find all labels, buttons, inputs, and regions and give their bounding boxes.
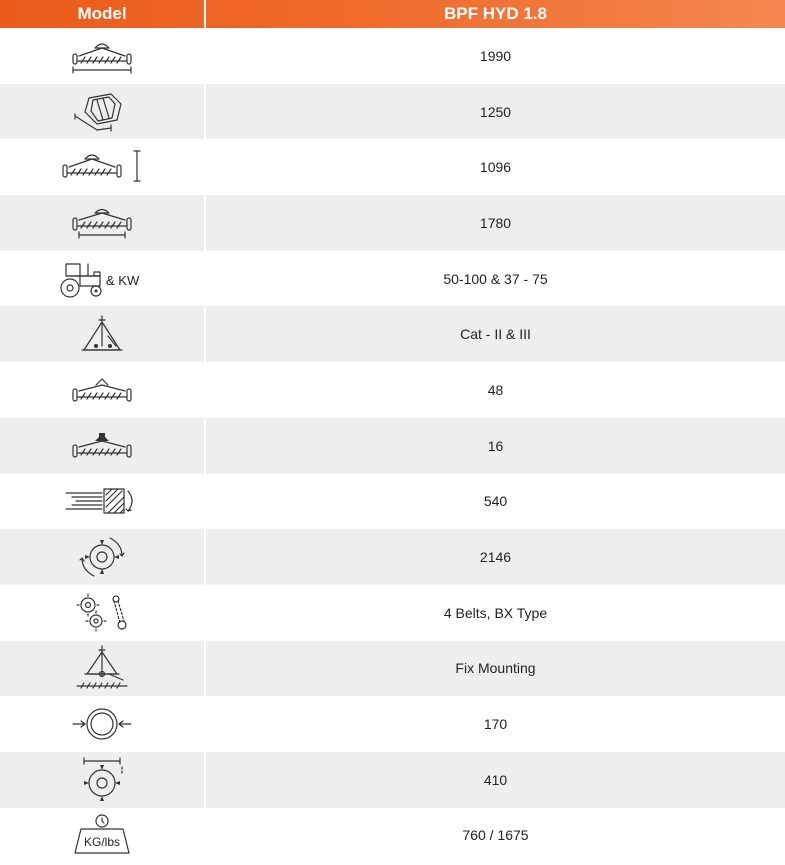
row-value: 16 — [487, 437, 504, 454]
icon-cell — [0, 474, 206, 530]
pto-shaft-icon — [62, 483, 142, 519]
row-value: Cat - II & III — [460, 326, 531, 343]
table-row — [0, 529, 785, 585]
row-value: 4 Belts, BX Type — [443, 604, 548, 621]
row-value: 170 — [483, 716, 508, 733]
model-label: Model — [0, 0, 206, 28]
table-header — [0, 0, 785, 28]
table-row — [0, 418, 785, 474]
table-row — [0, 752, 785, 808]
weight-icon — [67, 813, 137, 857]
hitch-category-icon — [72, 312, 132, 356]
table-row — [0, 306, 785, 362]
icon-cell — [0, 752, 206, 808]
icon-cell — [0, 585, 206, 641]
icon-cell — [0, 195, 206, 251]
row-value: 1096 — [479, 159, 512, 176]
table-row — [0, 474, 785, 530]
icon-cell — [0, 418, 206, 474]
blades-count-icon — [67, 375, 137, 405]
table-row — [0, 585, 785, 641]
row-value: 1780 — [479, 214, 512, 231]
row-value: 540 — [483, 493, 508, 510]
flanges-count-icon — [67, 429, 137, 463]
row-value: 48 — [487, 381, 504, 398]
row-value: Fix Mounting — [455, 660, 536, 677]
row-value: 1990 — [479, 47, 512, 64]
tractor-power-icon — [54, 258, 150, 300]
overall-length-icon — [67, 90, 137, 134]
icon-cell — [0, 696, 206, 752]
table-row — [0, 641, 785, 697]
row-value: 2146 — [479, 549, 512, 566]
row-value: 410 — [483, 771, 508, 788]
row-value: 760 / 1675 — [462, 827, 529, 844]
table-row — [0, 696, 785, 752]
table-row — [0, 251, 785, 307]
working-width-icon — [67, 203, 137, 243]
power-unit-label: & KW — [106, 272, 140, 288]
overall-height-icon — [57, 147, 147, 187]
table-row — [0, 28, 785, 84]
weight-unit-label: KG/lbs — [83, 835, 121, 850]
rotor-speed-icon — [72, 532, 132, 582]
icon-cell — [0, 808, 206, 864]
table-row — [0, 362, 785, 418]
row-value: 50-100 & 37 - 75 — [443, 270, 548, 287]
model-name: BPF HYD 1.8 — [444, 4, 547, 23]
icon-cell — [0, 28, 206, 84]
table-row — [0, 195, 785, 251]
icon-cell — [0, 251, 206, 307]
overall-width-icon — [67, 36, 137, 76]
table-row — [0, 84, 785, 140]
row-value: 1250 — [479, 103, 512, 120]
icon-cell — [0, 529, 206, 585]
icon-cell — [0, 641, 206, 697]
icon-cell — [0, 306, 206, 362]
icon-cell — [0, 362, 206, 418]
icon-cell — [0, 84, 206, 140]
belt-drive-icon — [72, 591, 132, 635]
table-row — [0, 808, 785, 864]
icon-cell — [0, 139, 206, 195]
tube-diameter-icon — [69, 704, 135, 744]
mounting-type-icon — [67, 644, 137, 692]
rotor-diameter-icon — [74, 755, 130, 805]
table-row — [0, 139, 785, 195]
